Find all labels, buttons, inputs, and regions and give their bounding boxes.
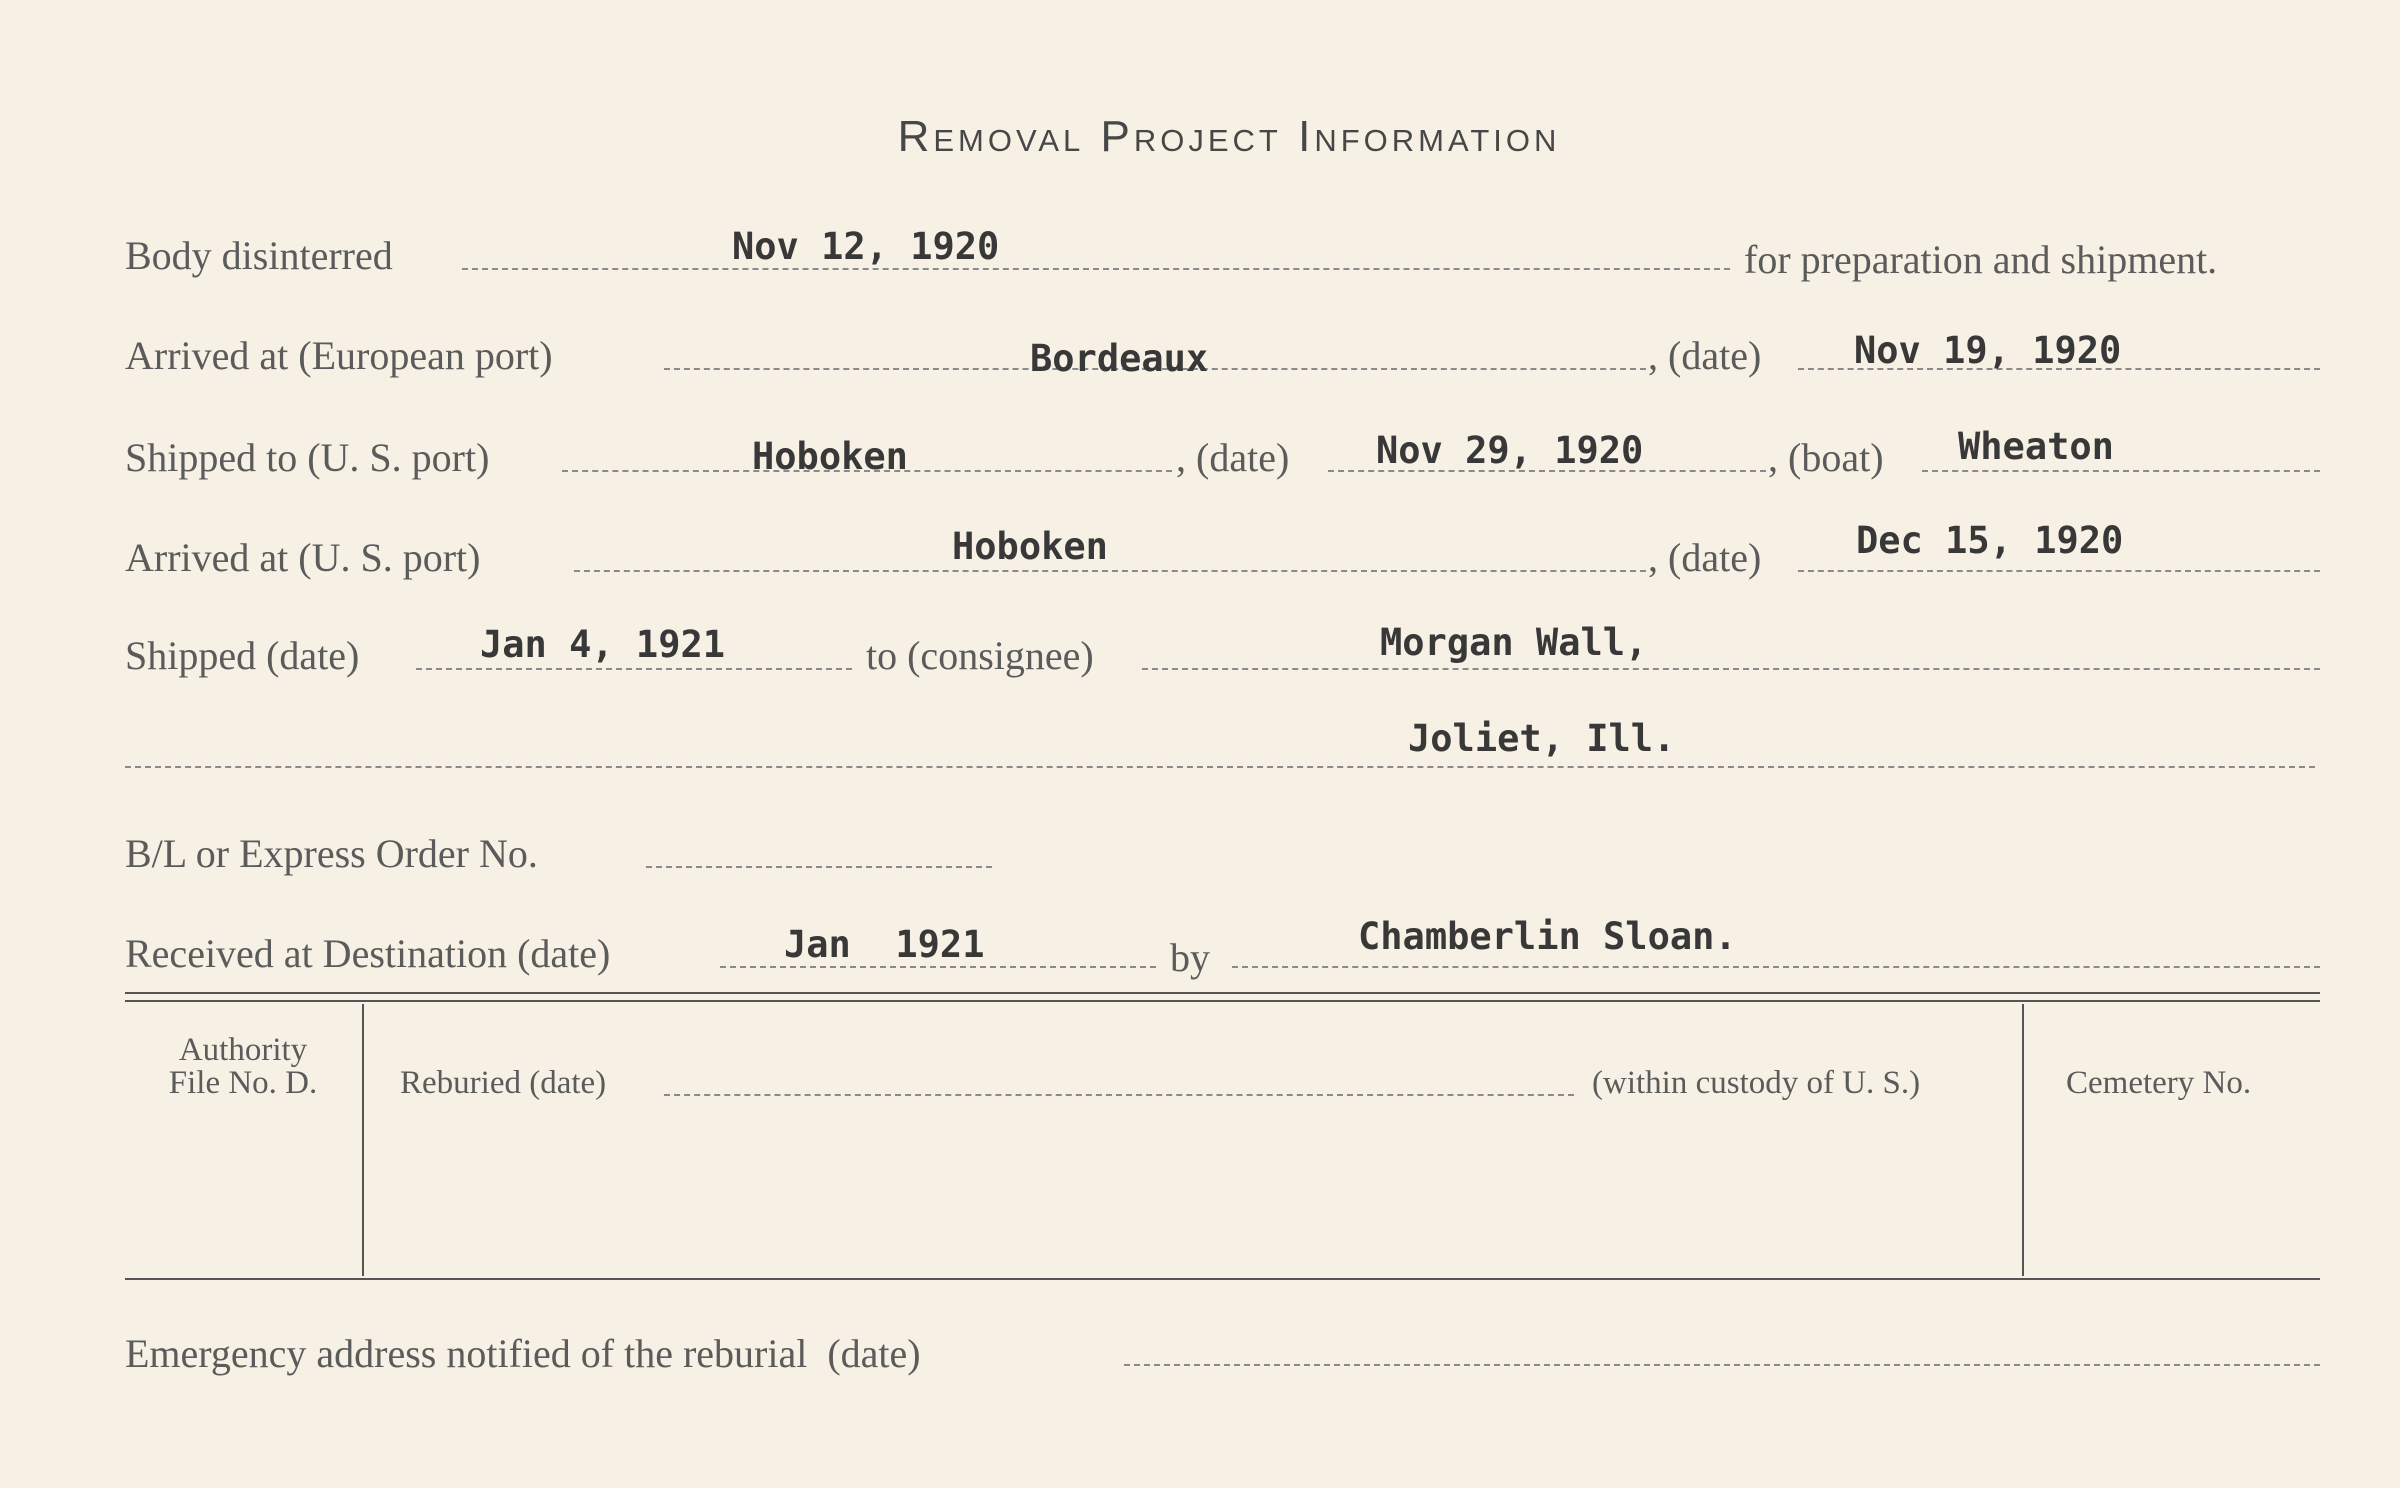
shipped-us-boat: Wheaton <box>1958 425 2114 468</box>
arrived-us-date-label: , (date) <box>1648 535 1762 580</box>
table-top-rule-2 <box>125 1000 2320 1002</box>
shipped-us-boat-label: , (boat) <box>1768 435 1884 480</box>
body-disinterred-line <box>462 268 1730 270</box>
received-date-line <box>720 966 1156 968</box>
authority-label-line2: File No. D. <box>168 1065 318 1101</box>
received-label: Received at Destination (date) <box>125 931 611 976</box>
arrived-us-port-line <box>574 570 1646 572</box>
shipped-us-boat-line <box>1922 470 2320 472</box>
received-date: Jan 1921 <box>784 923 985 966</box>
consignee-name: Morgan Wall, <box>1380 621 1648 664</box>
emergency-line <box>1124 1364 2320 1366</box>
table-divider-right <box>2022 1004 2024 1276</box>
emergency-label: Emergency address notified of the reburial (date) <box>125 1331 921 1376</box>
arrived-us-port: Hoboken <box>952 525 1108 568</box>
reburied-line <box>664 1094 1574 1096</box>
consignee-label: to (consignee) <box>866 633 1094 678</box>
custody-label: (within custody of U. S.) <box>1592 1065 1921 1101</box>
reburied-label: Reburied (date) <box>400 1065 607 1101</box>
body-disinterred-value: Nov 12, 1920 <box>732 225 1000 268</box>
consignee-address: Joliet, Ill. <box>1408 717 1676 760</box>
arrived-us-label: Arrived at (U. S. port) <box>125 535 481 580</box>
consignee-line <box>1142 668 2320 670</box>
arrived-european-port: Bordeaux <box>1030 337 1209 380</box>
arrived-european-date: Nov 19, 1920 <box>1854 329 2122 372</box>
shipped-us-date: Nov 29, 1920 <box>1376 429 1644 472</box>
received-by: Chamberlin Sloan. <box>1358 915 1737 958</box>
arrived-us-date-line <box>1798 570 2320 572</box>
shipped-us-port: Hoboken <box>752 435 908 478</box>
arrived-us-date: Dec 15, 1920 <box>1856 519 2124 562</box>
received-by-label: by <box>1170 935 1210 980</box>
table-top-rule-1 <box>125 992 2320 994</box>
shipped-date: Jan 4, 1921 <box>480 623 726 666</box>
cemetery-label: Cemetery No. <box>2066 1065 2252 1101</box>
shipped-date-line <box>416 668 852 670</box>
bl-order-line <box>646 866 992 868</box>
table-bottom-rule <box>125 1278 2320 1280</box>
table-divider-left <box>362 1004 364 1276</box>
consignee-address-line <box>125 766 2315 768</box>
body-disinterred-suffix: for preparation and shipment. <box>1744 237 2218 282</box>
authority-label-line1: Authority <box>178 1032 308 1068</box>
bl-order-label: B/L or Express Order No. <box>125 831 538 876</box>
shipped-date-label: Shipped (date) <box>125 633 360 678</box>
received-by-line <box>1232 966 2320 968</box>
shipped-us-date-label: , (date) <box>1176 435 1290 480</box>
arrived-european-date-label: , (date) <box>1648 333 1762 378</box>
card-title: Removal Project Information <box>897 112 1561 161</box>
arrived-european-label: Arrived at (European port) <box>125 333 553 378</box>
shipped-us-label: Shipped to (U. S. port) <box>125 435 490 480</box>
body-disinterred-label: Body disinterred <box>125 233 393 278</box>
